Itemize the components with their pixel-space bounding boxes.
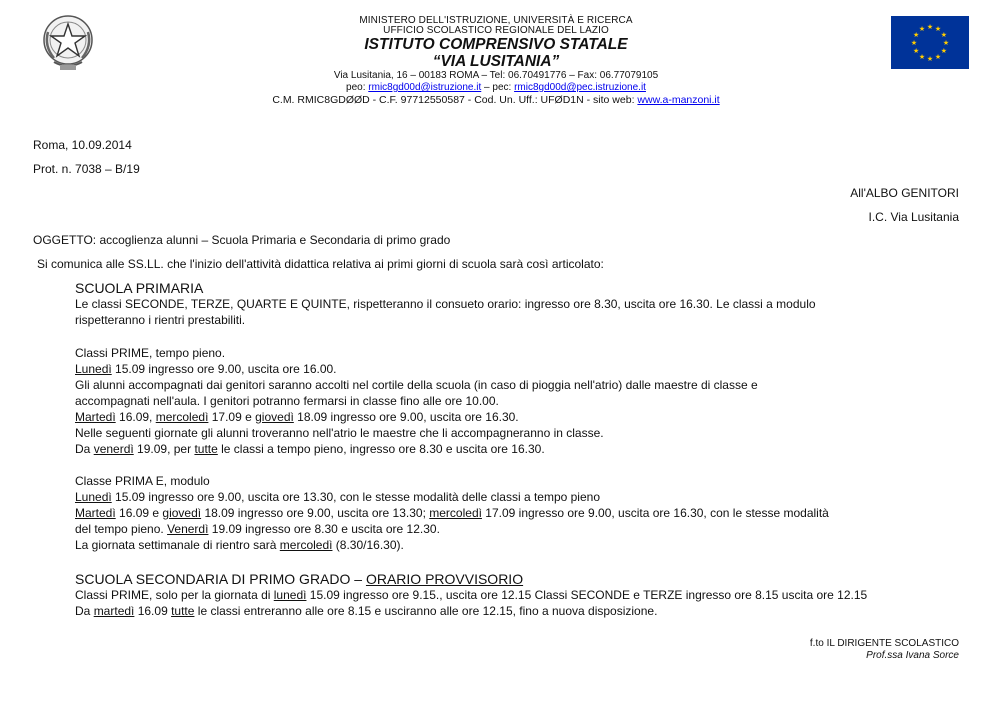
- modulo-line-3-text-b: 19.09 ingresso ore 8.30 e uscita ore 12.30.: [208, 522, 440, 536]
- prime-line-6: [75, 442, 545, 456]
- secondaria-line-2: [75, 604, 657, 618]
- institute-codes: [160, 94, 832, 107]
- prime-line-4: [75, 410, 519, 424]
- letterhead: [160, 16, 832, 107]
- day-giovedi: giovedì: [255, 410, 294, 424]
- eu-star-icon: ★: [934, 53, 942, 61]
- eu-star-icon: ★: [940, 32, 947, 39]
- secondaria-line-1-text-b: 15.09 ingresso ore 9.15., uscita ore 12.15 Classi SECONDE e TERZE ingresso ore 8.15 uscita ore 12.15: [306, 588, 868, 602]
- day-giovedi: giovedì: [162, 506, 202, 520]
- secondaria-line-2-text-c: le classi entreranno alle ore 8.15 e usciranno alle ore 12.15, fino a nuova disposizione.: [194, 604, 658, 618]
- secondaria-line-1: [75, 588, 867, 602]
- regional-office: UFFICIO SCOLASTICO REGIONALE DEL LAZIO: [383, 25, 609, 36]
- codes-text: C.M. RMIC8GDØØD - C.F. 97712550587 - Cod. Un. Uff.: UFØD1N - sito web:: [272, 94, 638, 106]
- pec-label: – pec:: [481, 82, 515, 93]
- ministry-name: MINISTERO DELL'ISTRUZIONE, UNIVERSITÀ E RICERCA: [359, 15, 633, 26]
- prime-line-6-text-a: Da: [75, 442, 94, 456]
- modulo-line-3: [75, 522, 440, 536]
- modulo-line-2-text-b: 18.09 ingresso ore 9.00, uscita ore 13.30;: [201, 506, 430, 520]
- prime-line-1: [75, 362, 337, 376]
- website-link[interactable]: www.a-manzoni.it: [637, 94, 720, 106]
- primaria-p1-line1: Le classi SECONDE, TERZE, QUARTE E QUINTE, rispetteranno il consueto orario: ingresso ore 8.30, uscita ore 16.30. Le classi a modulo: [75, 297, 816, 311]
- orario-provvisorio: ORARIO PROVVISORIO: [365, 571, 524, 587]
- day-mercoledi: mercoledì: [155, 410, 209, 424]
- protocol-number: Prot. n. 7038 – B/19: [33, 162, 140, 176]
- prime-line-4-text-a: 16.09,: [115, 410, 156, 424]
- primaria-title: SCUOLA PRIMARIA: [75, 280, 204, 296]
- eu-star-icon: ★: [934, 26, 942, 34]
- italian-republic-emblem: [40, 12, 96, 74]
- prime-line-6-text-b: 19.09, per: [133, 442, 195, 456]
- day-martedi: Martedì: [75, 506, 116, 520]
- modulo-line-1-text: 15.09 ingresso ore 9.00, uscita ore 13.30, con le stesse modalità delle classi a tempo pieno: [111, 490, 600, 504]
- day-mercoledi: mercoledì: [279, 538, 333, 552]
- modulo-line-2: [75, 506, 829, 520]
- prime-line-3: accompagnati nell'aula. I genitori potranno fermarsi in classe fino alle ore 10.00.: [75, 394, 499, 408]
- institute-name: “VIA LUSITANIA”: [432, 53, 560, 70]
- modulo-line-4-text-b: (8.30/16.30).: [332, 538, 404, 552]
- secondaria-title-text: SCUOLA SECONDARIA DI PRIMO GRADO –: [75, 571, 366, 587]
- modulo-line-2-text-c: 17.09 ingresso ore 9.00, uscita ore 16.30, con le stesse modalità: [481, 506, 829, 520]
- secondaria-line-2-text-a: Da: [75, 604, 94, 618]
- prime-line-2: Gli alunni accompagnati dai genitori saranno accolti nel cortile della scuola (in caso di pioggia nell'atrio) dalle maestre di classe e: [75, 378, 758, 392]
- secondaria-line-1-text-a: Classi PRIME, solo per la giornata di: [75, 588, 274, 602]
- modulo-line-4: [75, 538, 404, 552]
- modulo-line-3-text-a: del tempo pieno.: [75, 522, 168, 536]
- email-line: [160, 82, 832, 94]
- day-mercoledi: mercoledì: [429, 506, 482, 520]
- eu-star-icon: ★: [910, 40, 918, 47]
- modulo-line-1: [75, 490, 600, 504]
- eu-flag: [891, 16, 969, 69]
- intro-line: Si comunica alle SS.LL. che l'inizio dell'attività didattica relativa ai primi giorni di scuola sarà così articolato:: [37, 257, 604, 271]
- eu-star-icon: ★: [942, 40, 950, 47]
- modulo-line-2-text-a: 16.09 e: [115, 506, 163, 520]
- peo-label: peo:: [346, 82, 369, 93]
- day-martedi: martedì: [93, 604, 135, 618]
- eu-star-icon: ★: [940, 48, 947, 55]
- subject-line: OGGETTO: accoglienza alunni – Scuola Primaria e Secondaria di primo grado: [33, 233, 451, 247]
- word-tutte: tutte: [171, 604, 195, 618]
- prime-line-1-text: 15.09 ingresso ore 9.00, uscita ore 16.00.: [111, 362, 337, 376]
- institute-type: ISTITUTO COMPRENSIVO STATALE: [364, 36, 628, 53]
- secondaria-title: [75, 571, 523, 587]
- pec-email-link[interactable]: rmic8gd00d@pec.istruzione.it: [514, 82, 646, 93]
- modulo-title: Classe PRIMA E, modulo: [75, 474, 210, 488]
- prime-line-4-text-c: 18.09 ingresso ore 9.00, uscita ore 16.30.: [293, 410, 519, 424]
- day-lunedi: Lunedì: [75, 490, 112, 504]
- signature-title: f.to IL DIRIGENTE SCOLASTICO: [809, 638, 959, 649]
- signature-name: Prof.ssa Ivana Sorce: [866, 650, 959, 661]
- recipient-line-2: I.C. Via Lusitania: [868, 210, 959, 224]
- modulo-line-4-text-a: La giornata settimanale di rientro sarà: [75, 538, 280, 552]
- recipient-line-1: All'ALBO GENITORI: [850, 186, 959, 200]
- day-lunedi: Lunedì: [75, 362, 112, 376]
- eu-star-icon: ★: [926, 56, 934, 63]
- prime-line-4-text-b: 17.09 e: [208, 410, 256, 424]
- day-venerdi: venerdì: [93, 442, 134, 456]
- day-martedi: Martedì: [75, 410, 116, 424]
- peo-email-link[interactable]: rmic8gd00d@istruzione.it: [368, 82, 482, 93]
- eu-star-icon: ★: [918, 26, 926, 34]
- prime-title: Classi PRIME, tempo pieno.: [75, 346, 226, 360]
- institute-address: Via Lusitania, 16 – 00183 ROMA – Tel: 06.70491776 – Fax: 06.77079105: [333, 70, 659, 81]
- eu-star-icon: ★: [918, 53, 926, 61]
- eu-star-icon: ★: [913, 32, 920, 39]
- eu-star-icon: ★: [913, 48, 920, 55]
- day-venerdi: Venerdì: [167, 522, 209, 536]
- day-lunedi: lunedì: [273, 588, 307, 602]
- place-date: Roma, 10.09.2014: [33, 138, 132, 152]
- prime-line-5: Nelle seguenti giornate gli alunni troveranno nell'atrio le maestre che li accompagneranno in classe.: [75, 426, 604, 440]
- eu-star-icon: ★: [926, 24, 934, 31]
- secondaria-line-2-text-b: 16.09: [134, 604, 172, 618]
- word-tutte: tutte: [194, 442, 218, 456]
- prime-line-6-text-c: le classi a tempo pieno, ingresso ore 8.30 e uscita ore 16.30.: [217, 442, 545, 456]
- primaria-p1-line2: rispetteranno i rientri prestabiliti.: [75, 313, 246, 327]
